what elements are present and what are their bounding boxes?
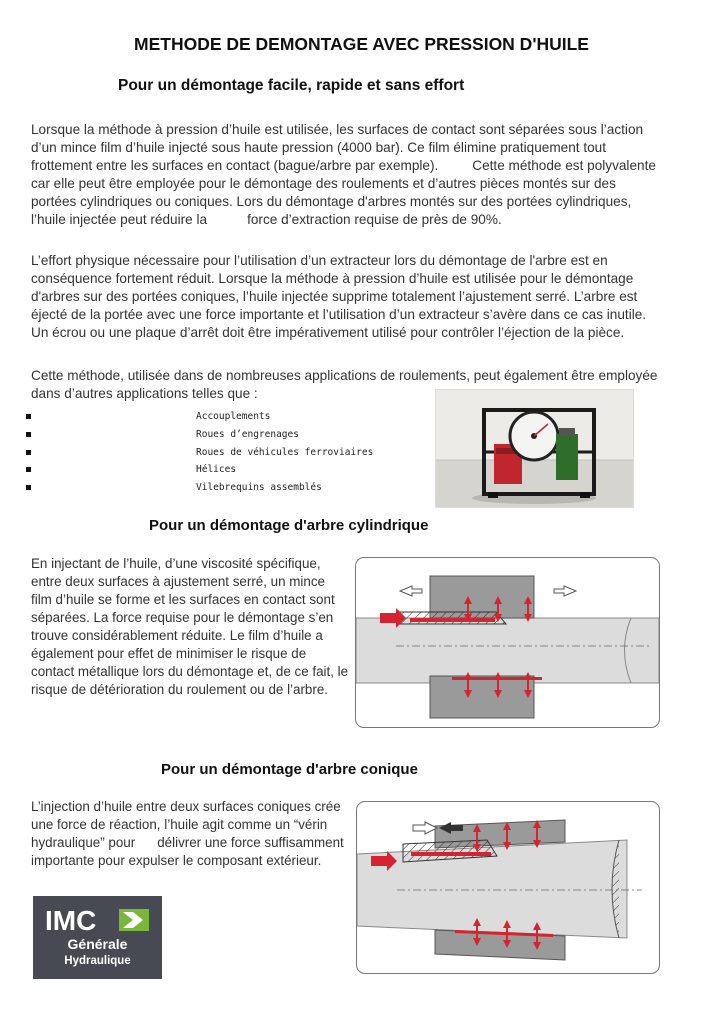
bullet-square [26, 414, 31, 419]
paragraph-intro-part2: Cette méthode est polyvalente car elle peut être employée pour le démontage des roulements et d’autres pièces montés sur des portées cylindriques ou coniques. Lors du démontage d'arbres montés sur des portées cylindriques, l’huile injectée peut réduire la [31, 158, 656, 227]
paragraph-cylindrical: En injectant de l’huile, d’une viscosité spécifique, entre deux surfaces à ajustement serré, un mince film d’huile se forme et les surfaces en contact sont séparées. La force requise pour le démontage s’en trouve considérablement réduite. Le film d’huile a également pour effet de minimiser le risque de contact métallique lors du démontage et, de ce fait, le risque de détérioration du roulement ou de l’arbre. [31, 556, 349, 697]
logo-mark: IMC [45, 905, 97, 936]
bullet-square [26, 485, 31, 490]
hydraulic-pump-illustration [436, 390, 633, 507]
conical-shaft-diagram [356, 801, 660, 974]
cylindrical-diagram-svg [356, 558, 659, 727]
company-logo [33, 896, 162, 979]
paragraph-conical-part2: délivrer une force suffisamment importante pour expulser le composant extérieur. [31, 835, 344, 868]
page-title: METHODE DE DEMONTAGE AVEC PRESSION D'HUILE [134, 34, 589, 54]
logo-line2: Hydraulique [64, 955, 131, 967]
paragraph-conical [31, 798, 349, 870]
paragraph-applications-intro: Cette méthode, utilisée dans de nombreuses applications de roulements, peut également être employée dans d’autres applications telles que : [31, 368, 658, 401]
heading-cylindrical: Pour un démontage d'arbre cylindrique [149, 517, 429, 534]
heading-conical: Pour un démontage d'arbre conique [161, 761, 418, 778]
cylindrical-shaft-diagram [355, 557, 660, 728]
conical-diagram-svg [357, 802, 659, 973]
bullet-square [26, 450, 31, 455]
logo-line1: Générale [67, 936, 128, 952]
paragraph-intro [31, 121, 661, 229]
paragraph-intro-part3: force d’extraction requise de près de 90%. [247, 212, 502, 227]
paragraph-conical-part1: L’injection d’huile entre deux surfaces coniques crée une force de réaction, l’huile agit comme un “vérin hydraulique” pour [31, 799, 341, 850]
bullet-square [26, 432, 31, 437]
paragraph-intro-part1: Lorsque la méthode à pression d’huile est utilisée, les surfaces de contact sont séparées sous l’action d’un mince film d’huile injecté sous haute pression (4000 bar). Ce film élimine pratiquement tout frottement entre les surfaces en contact (bague/arbre par exemple). [31, 122, 644, 173]
paragraph-effort: L’effort physique nécessaire pour l’utilisation d’un extracteur lors du démontage de l'arbre est en conséquence fortement réduit. Lorsque la méthode à pression d’huile est utilisée pour le démontage d'arbres sur des portées coniques, l’huile injectée supprime totalement l’ajustement serré. L’arbre est éjecté de la portée avec une force importante et l’utilisation d’un extracteur s’avère dans ce cas inutile. Un écrou ou une plaque d’arrêt doit être impérativement utilisé pour contrôler l’éjection de la pièce. [31, 253, 647, 340]
hydraulic-pump-photo [435, 389, 634, 508]
page-subtitle: Pour un démontage facile, rapide et sans effort [118, 77, 465, 94]
bullet-square [26, 467, 31, 472]
